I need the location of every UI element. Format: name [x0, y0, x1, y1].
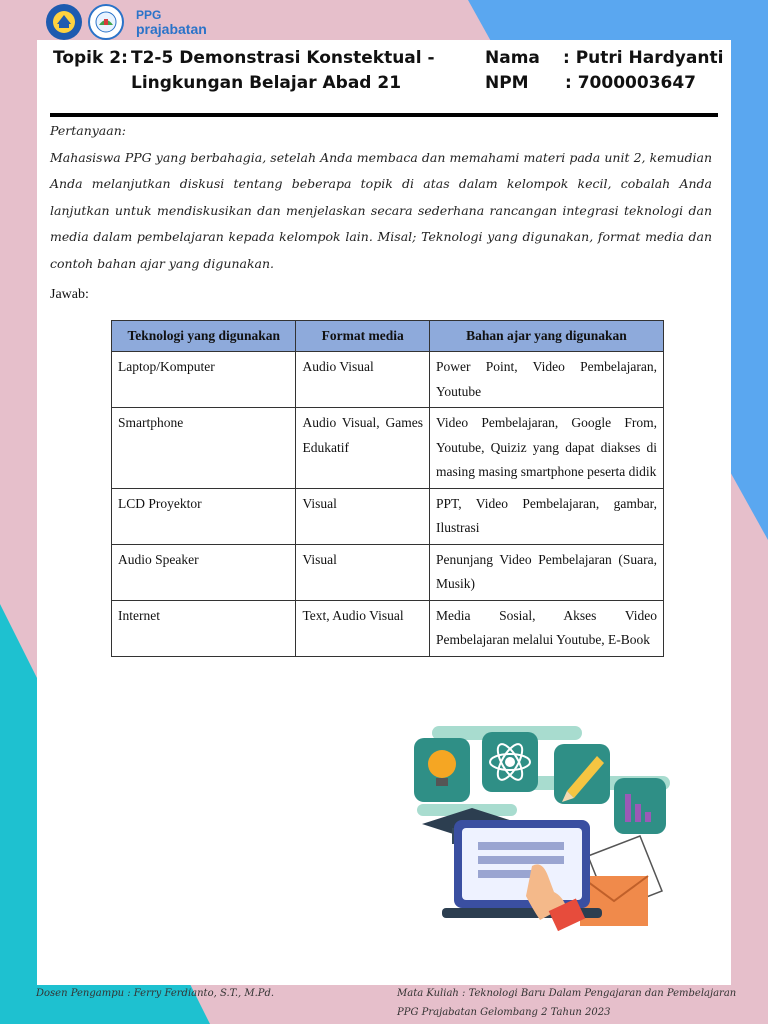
cell-format: Audio Visual, Games Edukatif — [296, 408, 429, 489]
cell-bahan-ajar: PPT, Video Pembelajaran, gambar, Ilustrasi — [429, 488, 663, 544]
answer-table — [111, 320, 664, 657]
cell-teknologi: Audio Speaker — [112, 544, 296, 600]
question-body: Mahasiswa PPG yang berbahagia, setelah Anda membaca dan memahami materi pada unit 2, kemudian Anda melanjutkan diskusi tentang beberapa topik di atas dalam kelompok kecil, cobalah Anda lanjutkan untuk mendiskusikan dan menjelaskan secara sederhana rancangan integrasi teknologi dan media dalam pembelajaran kepada kelompok lain. Misal; Teknologi yang digunakan, format media dan contoh bahan ajar yang digunakan. — [50, 149, 712, 271]
cell-format: Visual — [296, 488, 429, 544]
header-teknologi: Teknologi yang digunakan — [112, 321, 296, 352]
cell-format: Text, Audio Visual — [296, 600, 429, 656]
table-row — [112, 352, 664, 408]
cell-teknologi: Smartphone — [112, 408, 296, 489]
cell-teknologi: Laptop/Komputer — [112, 352, 296, 408]
topik-label: Topik 2: — [53, 48, 128, 68]
npm-value: : 7000003647 — [565, 73, 697, 93]
header-logos — [46, 4, 207, 40]
header-divider — [50, 113, 718, 117]
header-format-media: Format media — [296, 321, 429, 352]
kemendikbud-logo-icon — [46, 4, 82, 40]
prajabatan-label: prajabatan — [136, 21, 207, 37]
footer-matakuliah: Mata Kuliah : Teknologi Baru Dalam Pengajaran dan Pembelajaran — [397, 988, 737, 999]
cell-format: Audio Visual — [296, 352, 429, 408]
cell-bahan-ajar: Media Sosial, Akses Video Pembelajaran melalui Youtube, E-Book — [429, 600, 663, 656]
table-header-row — [112, 321, 664, 352]
npm-label: NPM — [485, 73, 529, 93]
ppg-label: PPG — [136, 8, 162, 22]
table-row — [112, 544, 664, 600]
header-bahan-ajar: Bahan ajar yang digunakan — [429, 321, 663, 352]
question-section — [50, 118, 712, 277]
question-label: Pertanyaan: — [50, 123, 126, 138]
nama-label: Nama — [485, 48, 540, 68]
university-logo-icon — [88, 4, 124, 40]
footer-dosen: Dosen Pengampu : Ferry Ferdianto, S.T., M.Pd. — [36, 988, 275, 999]
cell-bahan-ajar: Penunjang Video Pembelajaran (Suara, Musik) — [429, 544, 663, 600]
ppg-prajabatan-logo — [136, 8, 207, 36]
footer-program: PPG Prajabatan Gelombang 2 Tahun 2023 — [397, 1007, 611, 1018]
cell-teknologi: LCD Proyektor — [112, 488, 296, 544]
table-row — [112, 488, 664, 544]
nama-value: : Putri Hardyanti — [563, 48, 724, 68]
cell-format: Visual — [296, 544, 429, 600]
answer-label: Jawab: — [50, 287, 89, 302]
education-technology-illustration-icon — [412, 716, 670, 942]
cell-teknologi: Internet — [112, 600, 296, 656]
topic-title-line2: Lingkungan Belajar Abad 21 — [131, 73, 402, 93]
cell-bahan-ajar: Power Point, Video Pembelajaran, Youtube — [429, 352, 663, 408]
cell-bahan-ajar: Video Pembelajaran, Google From, Youtube, Quiziz yang dapat diakses di masing masing smartphone peserta didik — [429, 408, 663, 489]
topic-title-line1: T2-5 Demonstrasi Konstektual - — [131, 48, 435, 68]
table-row — [112, 408, 664, 489]
table-row — [112, 600, 664, 656]
